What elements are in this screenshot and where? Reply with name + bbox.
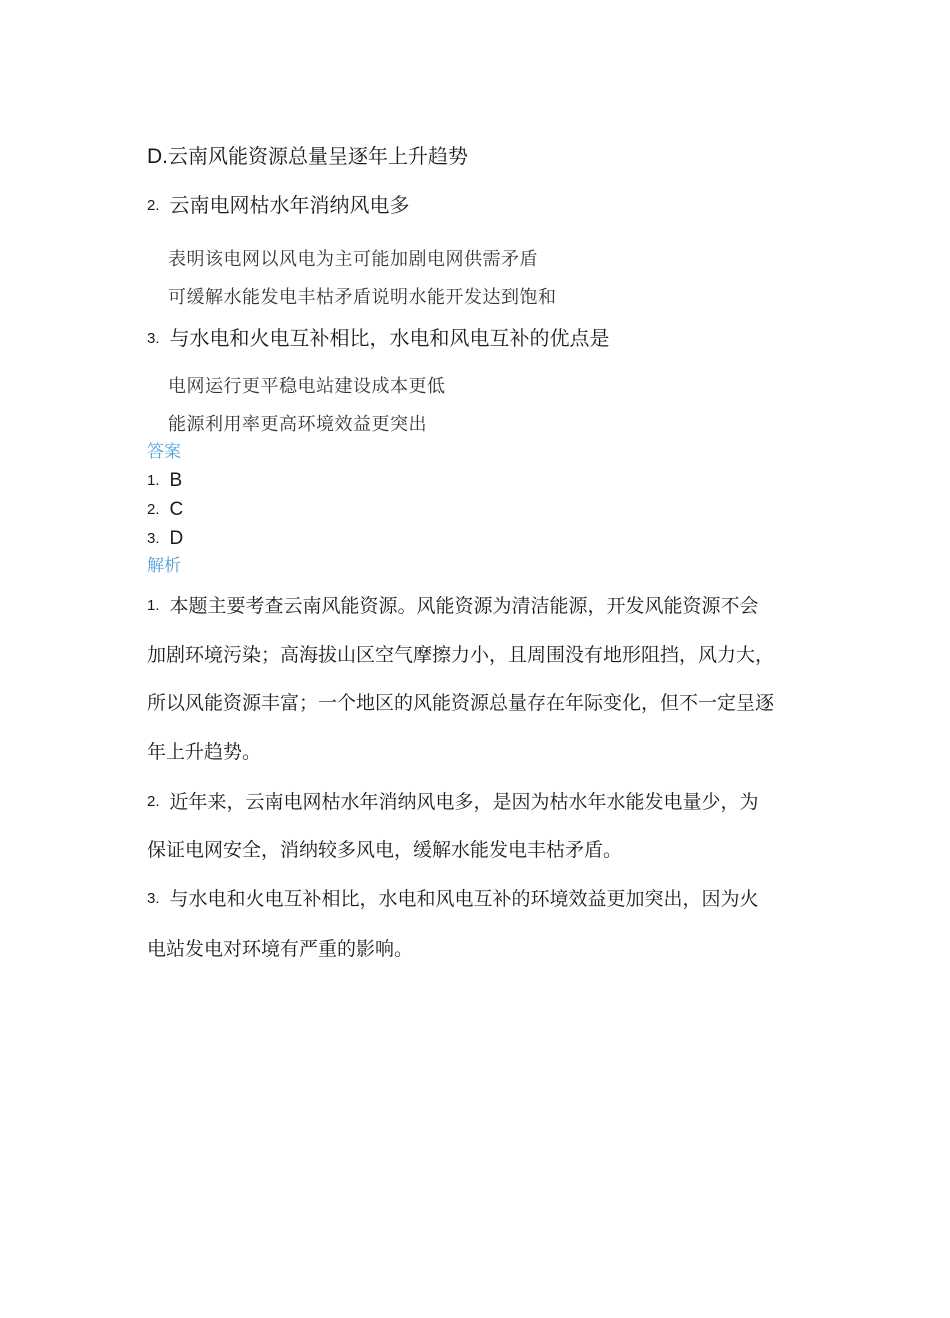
question-2-options-line-2: 可缓解水能发电丰枯矛盾说明水能开发达到饱和 bbox=[168, 287, 557, 308]
question-2 bbox=[147, 189, 410, 218]
analysis-text: 电站发电对环境有严重的影响。 bbox=[147, 938, 414, 960]
question-3-options-line-1: 电网运行更平稳电站建设成本更低 bbox=[168, 376, 446, 397]
answer-number: 2. bbox=[147, 501, 160, 518]
analysis-text: 近年来，云南电网枯水年消纳风电多，是因为枯水年水能发电量少，为 bbox=[169, 791, 759, 813]
answer-value: C bbox=[169, 499, 184, 520]
option-d-text: 云南风能资源总量呈逐年上升趋势 bbox=[168, 144, 468, 168]
question-3 bbox=[147, 322, 610, 351]
option-d-letter: D. bbox=[147, 145, 168, 168]
analysis-text: 本题主要考查云南风能资源。风能资源为清洁能源，开发风能资源不会 bbox=[169, 595, 759, 617]
answer-number: 3. bbox=[147, 530, 160, 547]
answer-value: D bbox=[169, 528, 184, 549]
analysis-line bbox=[147, 591, 759, 618]
analysis-number: 3. bbox=[147, 890, 160, 907]
question-2-options-line-1: 表明该电网以风电为主可能加剧电网供需矛盾 bbox=[168, 249, 538, 270]
question-3-text: 与水电和火电互补相比，水电和风电互补的优点是 bbox=[169, 326, 610, 350]
analysis-text: 保证电网安全，消纳较多风电，缓解水能发电丰枯矛盾。 bbox=[147, 839, 623, 861]
analysis-text: 加剧环境污染；高海拔山区空气摩擦力小，且周围没有地形阻挡，风力大， bbox=[147, 644, 775, 666]
analysis-line bbox=[147, 787, 759, 814]
answer-item bbox=[147, 470, 182, 492]
question-2-number: 2. bbox=[147, 197, 160, 214]
question-3-options-line-2: 能源利用率更高环境效益更突出 bbox=[168, 414, 427, 435]
analysis-line bbox=[147, 640, 774, 667]
analysis-number: 2. bbox=[147, 793, 160, 810]
analysis-line bbox=[147, 688, 774, 715]
answers-heading: 答案 bbox=[147, 442, 181, 462]
analysis-line bbox=[147, 934, 413, 961]
answer-value: B bbox=[169, 470, 183, 491]
answer-number: 1. bbox=[147, 472, 160, 489]
analysis-heading: 解析 bbox=[147, 556, 181, 576]
analysis-text: 年上升趋势。 bbox=[147, 741, 262, 763]
question-2-text: 云南电网枯水年消纳风电多 bbox=[169, 193, 410, 217]
analysis-number: 1. bbox=[147, 597, 160, 614]
analysis-line bbox=[147, 884, 759, 911]
option-d bbox=[147, 140, 468, 169]
analysis-text: 所以风能资源丰富；一个地区的风能资源总量存在年际变化，但不一定呈逐 bbox=[147, 692, 775, 714]
analysis-line bbox=[147, 835, 622, 862]
answer-item bbox=[147, 499, 183, 521]
analysis-text: 与水电和火电互补相比，水电和风电互补的环境效益更加突出，因为火 bbox=[169, 888, 759, 910]
question-3-number: 3. bbox=[147, 330, 160, 347]
analysis-line bbox=[147, 737, 261, 764]
answer-item bbox=[147, 528, 183, 550]
